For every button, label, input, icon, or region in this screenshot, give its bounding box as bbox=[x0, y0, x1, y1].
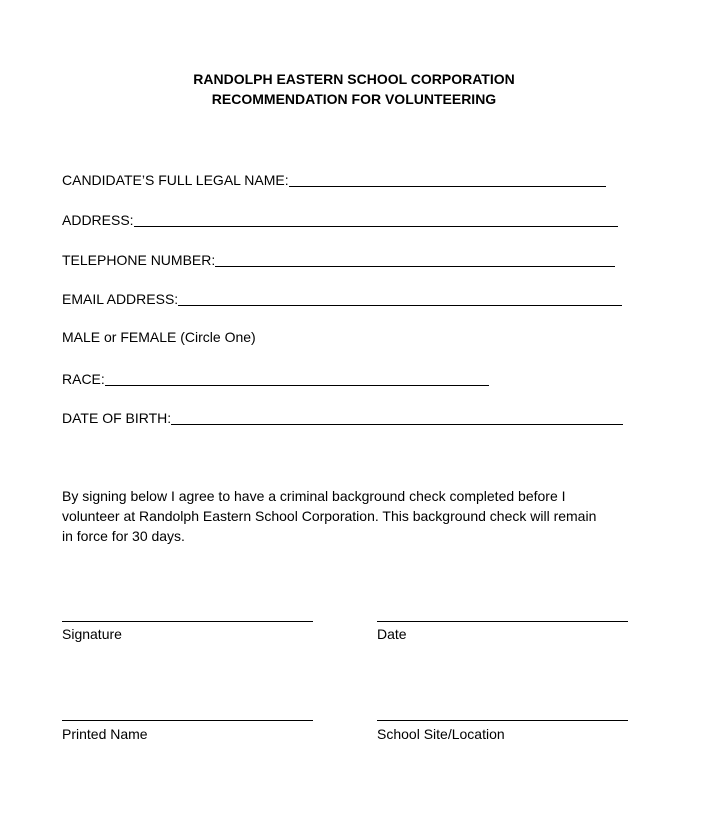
printed-name-line[interactable] bbox=[62, 720, 313, 721]
document-subtitle: RECOMMENDATION FOR VOLUNTEERING bbox=[211, 91, 497, 107]
candidate-name-field[interactable] bbox=[289, 186, 606, 187]
date-line[interactable] bbox=[377, 621, 628, 622]
signature-label: Signature bbox=[62, 626, 122, 642]
consent-line-2: volunteer at Randolph Eastern School Corporation. This background check will remain bbox=[62, 508, 597, 524]
signature-line[interactable] bbox=[62, 621, 313, 622]
gender-instruction: MALE or FEMALE (Circle One) bbox=[62, 329, 256, 345]
race-label: RACE: bbox=[62, 371, 105, 387]
address-label: ADDRESS: bbox=[62, 212, 134, 228]
consent-line-1: By signing below I agree to have a criminal background check completed before I bbox=[62, 488, 566, 504]
document-title: RANDOLPH EASTERN SCHOOL CORPORATION bbox=[193, 71, 515, 87]
consent-paragraph bbox=[62, 486, 662, 546]
race-field[interactable] bbox=[105, 385, 489, 386]
consent-line-3: in force for 30 days. bbox=[62, 528, 185, 544]
dob-field[interactable] bbox=[171, 424, 623, 425]
candidate-name-label: CANDIDATE’S FULL LEGAL NAME: bbox=[62, 172, 289, 188]
race-row bbox=[62, 367, 489, 387]
address-row bbox=[62, 208, 618, 228]
address-field[interactable] bbox=[134, 226, 618, 227]
school-site-line[interactable] bbox=[377, 720, 628, 721]
email-label: EMAIL ADDRESS: bbox=[62, 291, 179, 307]
telephone-row bbox=[62, 248, 615, 268]
telephone-label: TELEPHONE NUMBER: bbox=[62, 252, 216, 268]
school-site-label: School Site/Location bbox=[377, 726, 505, 742]
email-row bbox=[62, 287, 622, 307]
candidate-name-row bbox=[62, 168, 606, 188]
dob-row bbox=[62, 406, 623, 426]
email-field[interactable] bbox=[178, 305, 622, 306]
telephone-field[interactable] bbox=[215, 266, 615, 267]
dob-label: DATE OF BIRTH: bbox=[62, 410, 172, 426]
date-label: Date bbox=[377, 626, 407, 642]
printed-name-label: Printed Name bbox=[62, 726, 148, 742]
